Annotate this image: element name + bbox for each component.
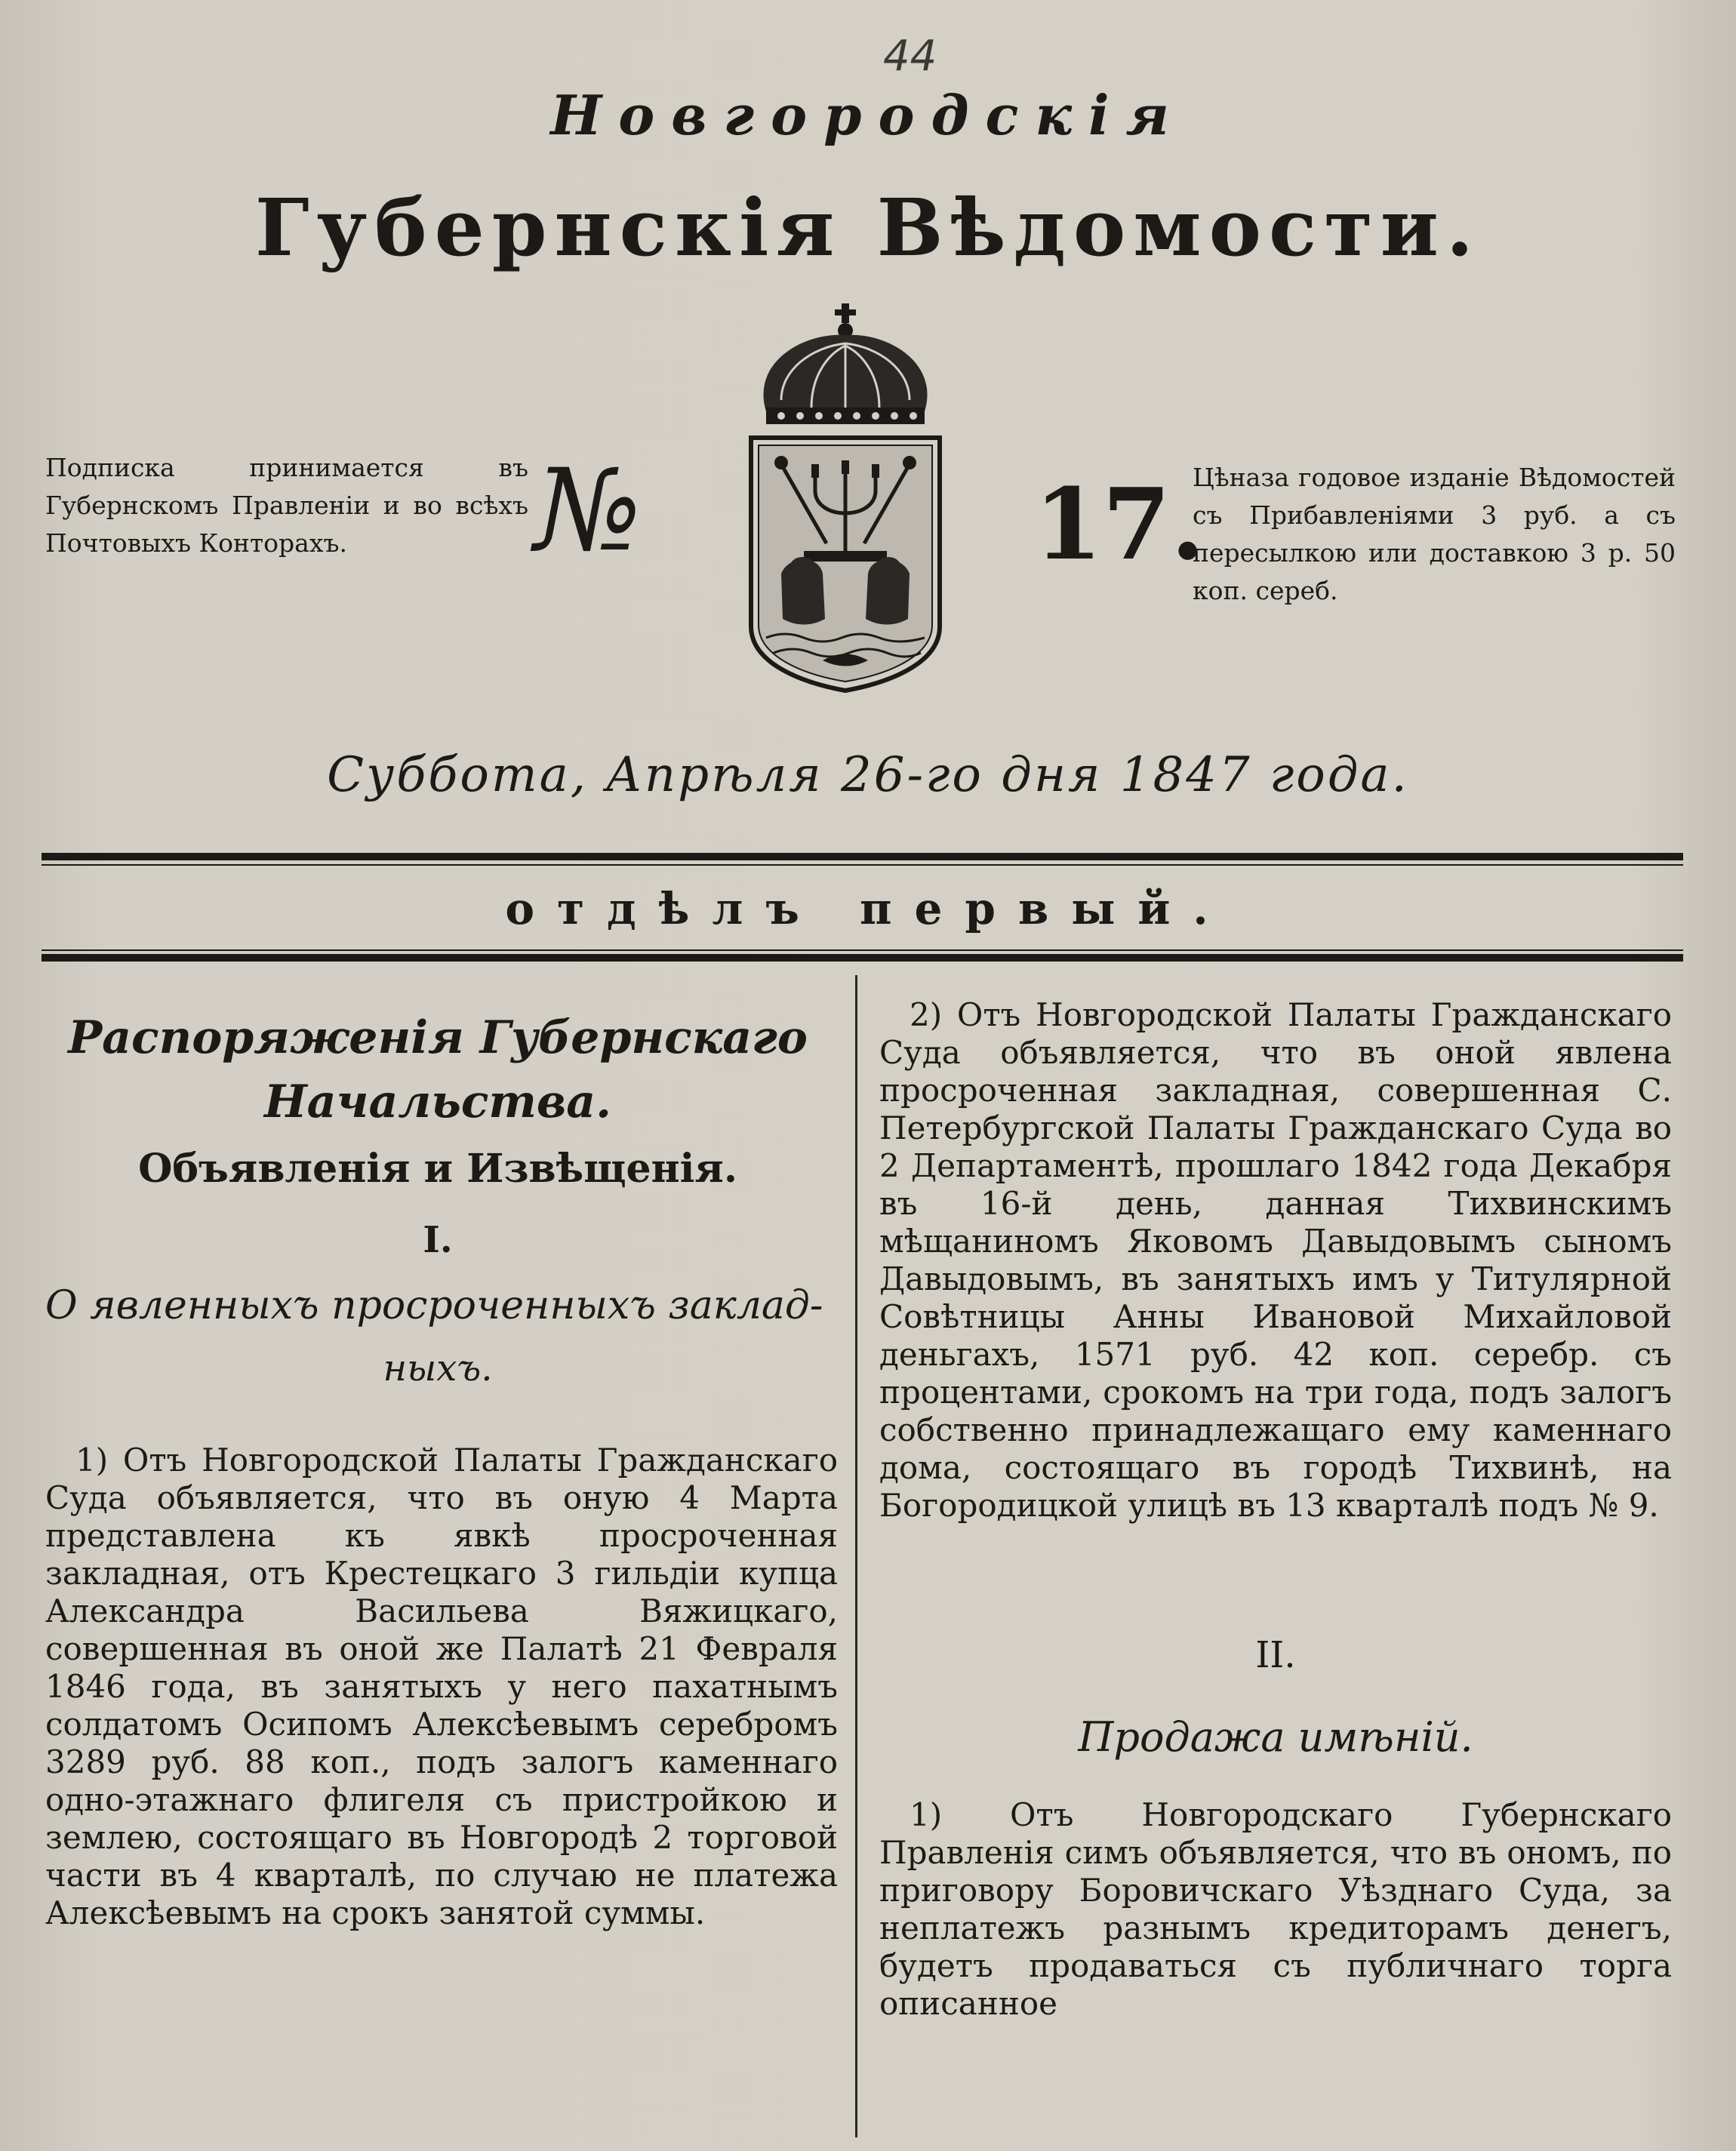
column-divider bbox=[855, 975, 857, 2137]
right-paragraph-3: 1) Отъ Новгородскаго Губернскаго Правленія симъ объявляется, что въ ономъ, по приговору Боровичскаго Уѣзднаго Суда, за неплатежъ разнымъ кредиторамъ денегъ, будетъ продаваться съ публичнаго торга описанное bbox=[879, 1796, 1672, 2022]
issue-number: 17. bbox=[1034, 466, 1205, 582]
left-topic-line2: ныхъ. bbox=[383, 1347, 493, 1389]
left-topic-line1: О явленныхъ просроченныхъ заклад- bbox=[45, 1283, 823, 1328]
rule-top-thin bbox=[42, 864, 1683, 866]
left-paragraph-1: 1) Отъ Новгородской Палаты Гражданскаго Суда объявляется, что въ оную 4 Марта представлена къ явкѣ просроченная закладная, отъ Крестецкаго 3 гильдіи купца Александра Васильева Вяжицкаго, совершенная въ оной же Палатѣ 21 Февраля 1846 года, въ занятыхъ у него пахатнымъ солдатомъ Осипомъ Алексѣевымъ серебромъ 3289 руб. 88 коп., подъ залогъ каменнаго одно-этажнаго флигеля съ пристройкою и землею, состоящаго въ Новгородѣ 2 торговой части въ 4 кварталѣ, по случаю не платежа Алексѣевымъ на срокъ занятой суммы. bbox=[45, 1442, 838, 1931]
right-topic: Продажа имѣній. bbox=[1078, 1713, 1473, 1761]
subscription-note: Подписка принимается въ Губернскомъ Правленіи и во всѣхъ Почтовыхъ Конторахъ. bbox=[45, 453, 528, 558]
coat-of-arms-emblem bbox=[736, 302, 955, 694]
masthead-line1: Новгородскія bbox=[550, 83, 1186, 147]
rule-bottom-thin bbox=[42, 949, 1683, 951]
section-title: отдѣлъ первый. bbox=[505, 883, 1231, 934]
right-paragraph-2: 2) Отъ Новгородской Палаты Гражданскаго Суда объявляется, что въ оной явлена просроченная закладная, совершенная С. Петербургской Палаты Гражданскаго Суда во 2 Департаментѣ, прошлаго 1842 года Декабря въ 16-й день, данная Тихвинскимъ мѣщаниномъ Яковомъ Давыдовымъ сыномъ Давыдовымъ, въ занятыхъ имъ у Титулярной Совѣтницы Анны Ивановой Михайловой деньгахъ, 1571 руб. 42 коп. серебр. съ процентами, срокомъ на три года, подъ залогъ собственно принадлежащаго ему каменнаго дома, состоящаго въ городѣ Тихвинѣ, на Богородицкой улицѣ въ 13 кварталѣ подъ № 9. bbox=[879, 996, 1672, 1524]
handwritten-page-number: 44 bbox=[883, 32, 937, 81]
left-heading-line2: Начальства. bbox=[263, 1076, 612, 1128]
left-subheading: Объявленія и Извѣщенія. bbox=[138, 1146, 737, 1192]
right-roman-numeral: II. bbox=[1255, 1634, 1296, 1676]
issue-number-sign: № bbox=[534, 445, 642, 577]
left-roman-numeral: I. bbox=[423, 1219, 453, 1261]
price-note: Цѣназа годовое изданіе Вѣдомостей съ Прибавленіями 3 руб. а съ пересылкою или доставкою 3 р. 50 коп. сереб. bbox=[1193, 463, 1676, 605]
masthead-title: Губернскія Вѣдомости. bbox=[254, 181, 1482, 274]
rule-bottom-thick bbox=[42, 954, 1683, 962]
rule-top-thick bbox=[42, 853, 1683, 860]
left-heading-line1: Распоряженія Губернскаго bbox=[68, 1011, 808, 1064]
issue-date-line: Суббота, Апрѣля 26-го дня 1847 года. bbox=[327, 747, 1409, 803]
